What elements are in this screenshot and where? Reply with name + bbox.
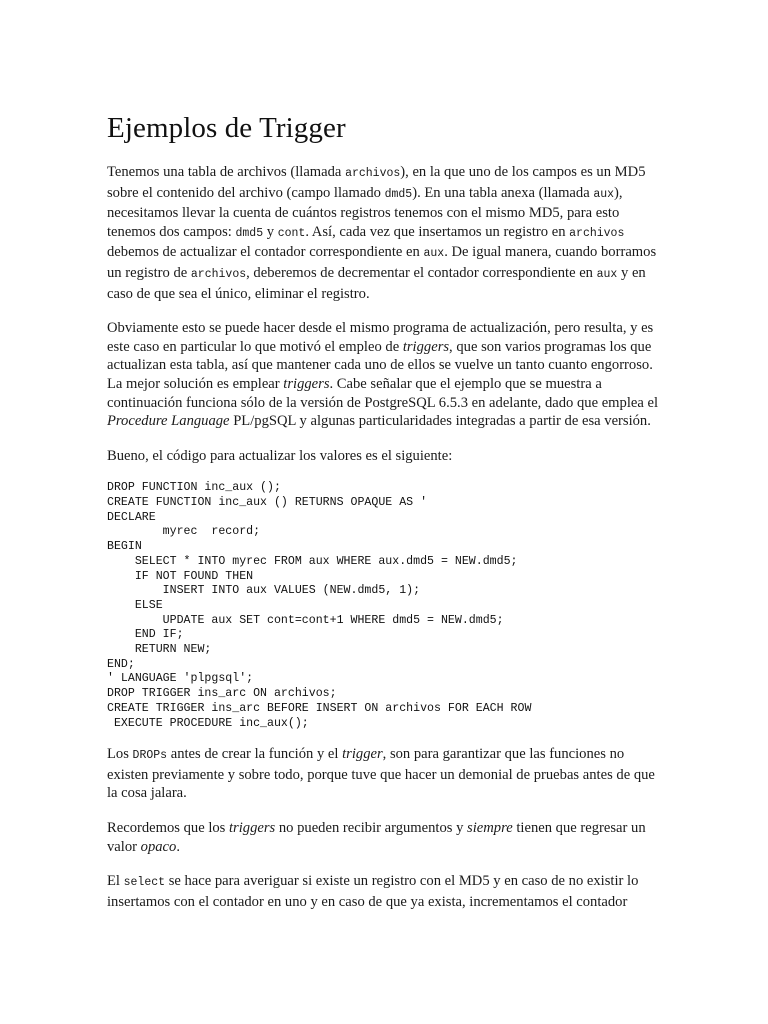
code-block: DROP FUNCTION inc_aux (); CREATE FUNCTION inc_aux () RETURNS OPAQUE AS ' DECLARE myrec record; BEGIN SELECT * INTO myrec FROM aux WHERE aux.dmd5 = NEW.dmd5; IF NOT FOUND THEN INSERT INTO aux VALUES (NEW.dmd5, 1); ELSE UPDATE aux SET cont=cont+1 WHERE dmd5 = NEW.dmd5; END IF; RETURN NEW; END; ' LANGUAGE 'plpgsql'; DROP TRIGGER ins_arc ON archivos; CREATE TRIGGER ins_arc BEFORE INSERT ON archivos FOR EACH ROW EXECUTE PROCEDURE inc_aux(); <box>107 481 532 730</box>
inline-code: dmd5 <box>384 187 413 201</box>
emphasis: trigger <box>342 746 383 763</box>
emphasis: siempre <box>467 820 513 837</box>
text: tienen que regresar un valor <box>107 820 646 855</box>
text: , que son varios programas los que actualizan esta tabla, así que mantener cada uno de ellos se vuelve un tanto cuanto engorroso. La mejor solución es emplear <box>107 338 653 392</box>
text: y en caso de que sea el único, eliminar el registro. <box>107 264 646 302</box>
inline-code: aux <box>423 247 445 261</box>
text: . <box>176 838 180 855</box>
text: Obviamente esto se puede hacer desde el mismo programa de actualización, pero resulta, y es este caso en particular lo que motivó el empleo de <box>107 320 654 355</box>
text: Tenemos una tabla de archivos (llamada <box>107 164 346 180</box>
inline-code: dmd5 <box>235 226 264 240</box>
paragraph-code-intro: Bueno, el código para actualizar los valores es el siguiente: <box>107 447 453 464</box>
inline-code: archivos <box>190 267 247 281</box>
paragraph-select <box>107 872 660 911</box>
paragraph-motivation <box>107 319 660 431</box>
text: Los <box>107 746 133 763</box>
paragraph-triggers <box>107 819 660 856</box>
text: debemos de actualizar el contador correspondiente en <box>107 244 424 261</box>
text: y <box>263 223 278 240</box>
inline-code: archivos <box>345 167 401 180</box>
emphasis: triggers <box>283 375 330 392</box>
inline-code: select <box>123 876 166 890</box>
text: ). En una tabla anexa (llamada <box>412 184 594 201</box>
article-body <box>107 163 660 927</box>
paragraph-intro <box>107 163 660 303</box>
inline-code: aux <box>593 187 615 201</box>
text: El <box>107 873 124 890</box>
text: , deberemos de decrementar el contador correspondiente en <box>246 264 597 281</box>
text: Recordemos que los <box>107 820 229 837</box>
emphasis: triggers <box>229 820 276 837</box>
emphasis: Procedure Language <box>107 413 230 430</box>
text: PL/pgSQL y algunas particularidades integradas a partir de esa versión. <box>229 413 651 430</box>
text: se hace para averiguar si existe un registro con el MD5 y en caso de no existir lo insertamos con el contador en uno y en caso de que ya exista, incrementamos el contador <box>107 873 639 910</box>
emphasis: opaco <box>140 838 177 855</box>
inline-code: aux <box>596 267 618 281</box>
inline-code: DROPs <box>132 749 168 763</box>
text: . Así, cada vez que insertamos un registro en <box>305 223 570 240</box>
page-title: Ejemplos de Trigger <box>107 112 346 144</box>
text: no pueden recibir argumentos y <box>275 820 468 837</box>
text: . Cabe señalar que el ejemplo que se muestra a continuación funciona sólo de la versión de PostgreSQL 6.5.3 en adelante, dado que emplea el <box>107 375 659 411</box>
text: , son para garantizar que las funciones no existen previamente y sobre todo, porque tuve que hacer un demonial de pruebas antes de que la cosa jalara. <box>107 746 655 802</box>
inline-code: archivos <box>569 226 625 240</box>
text: antes de crear la función y el <box>167 746 343 763</box>
text: . De igual manera, cuando borramos un registro de <box>107 244 657 281</box>
text: ), necesitamos llevar la cuenta de cuántos registros tenemos con el mismo MD5, para esto tenemos dos campos: <box>107 184 623 240</box>
inline-code: cont <box>277 226 306 240</box>
paragraph-drops <box>107 745 660 803</box>
text: ), en la que uno de los campos es un MD5 sobre el contenido del archivo (campo llamado <box>107 164 646 201</box>
emphasis: triggers <box>402 338 450 355</box>
